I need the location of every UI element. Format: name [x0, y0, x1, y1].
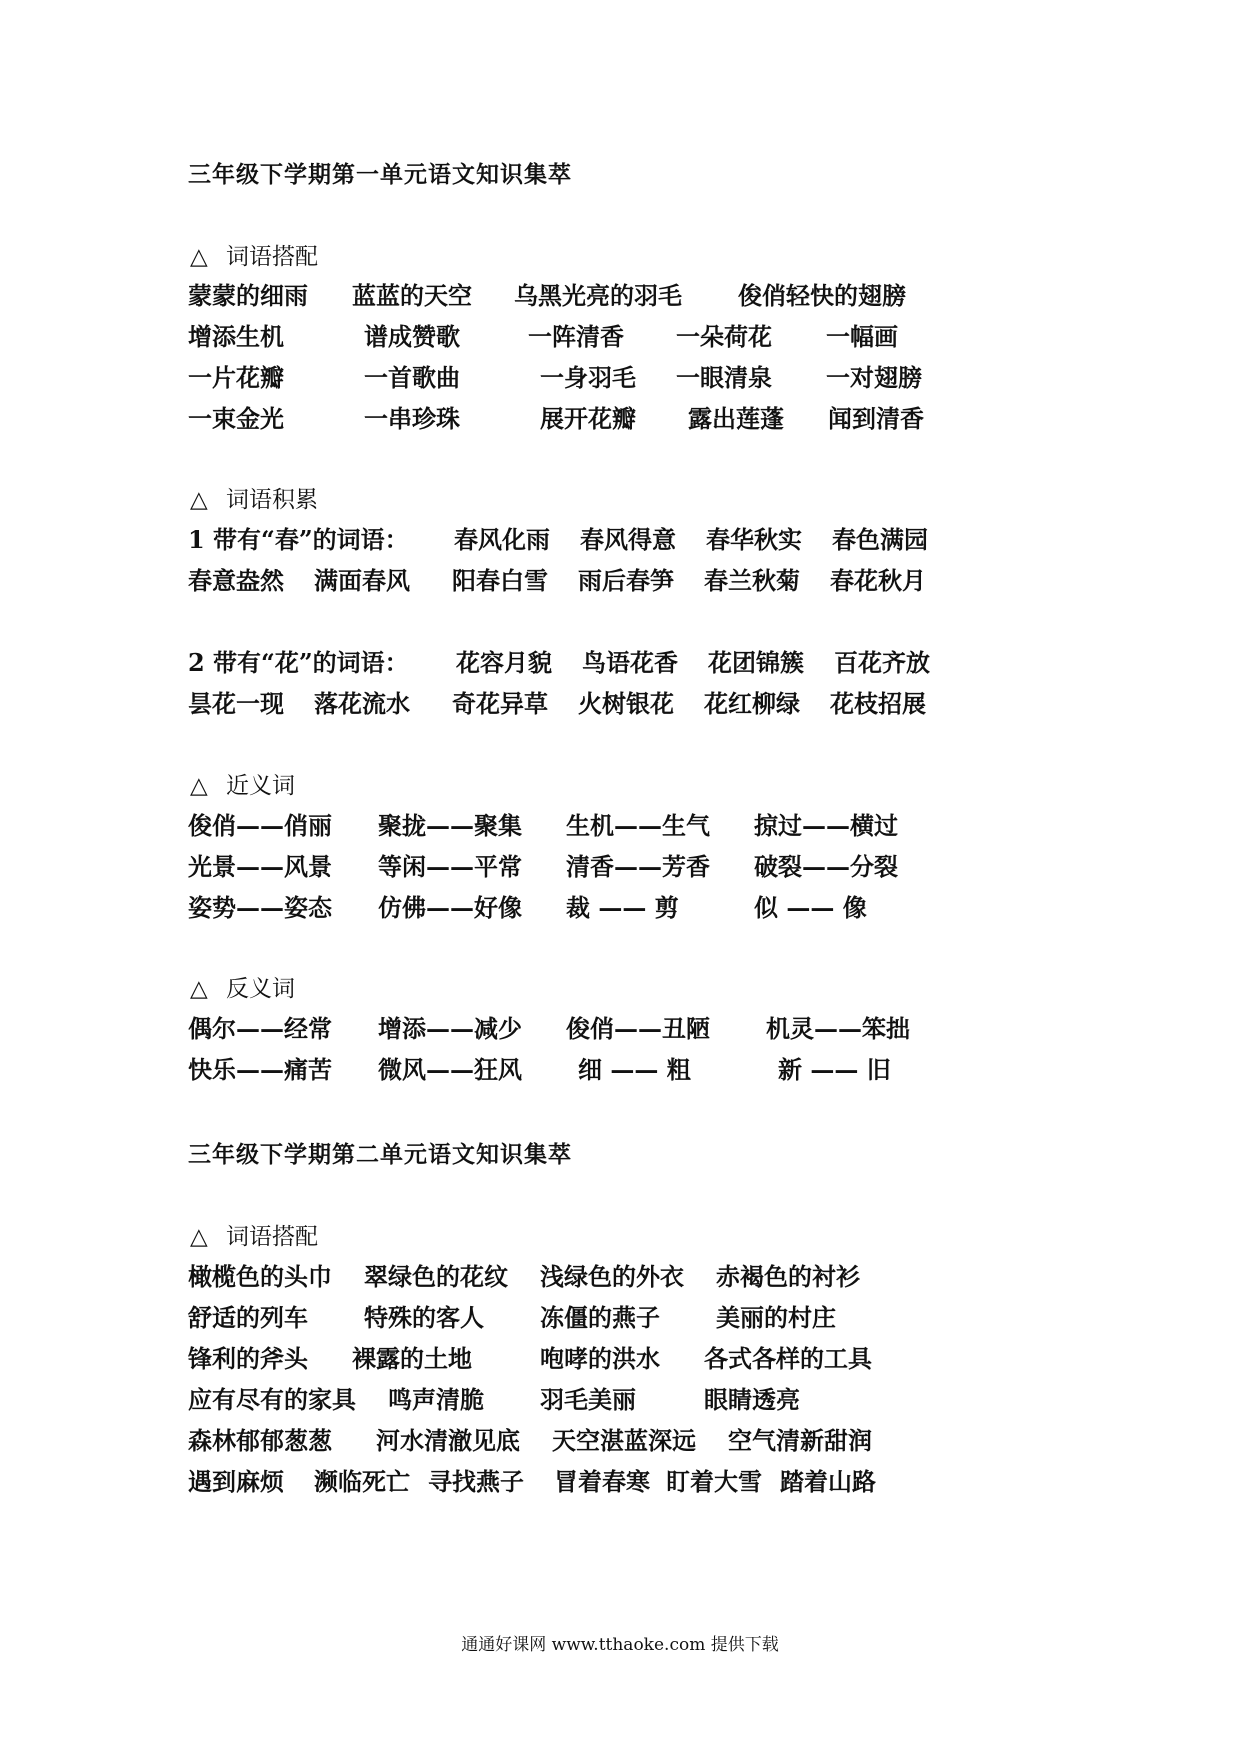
phrase: 一幅画: [826, 322, 898, 351]
phrase: 羽毛美丽: [540, 1385, 636, 1414]
phrase: 一首歌曲: [364, 363, 460, 392]
phrase: 花容月貌: [456, 648, 552, 677]
section2-title: 三年级下学期第二单元语文知识集萃: [188, 1141, 572, 1168]
phrase: 浅绿色的外衣: [540, 1262, 684, 1291]
phrase: 闻到清香: [828, 404, 924, 433]
phrase: 冻僵的燕子: [540, 1303, 660, 1332]
footer-credit: 通通好课网 www.tthaoke.com 提供下载: [461, 1635, 779, 1655]
phrase: 鸟语花香: [582, 648, 678, 677]
word-pair: 仿佛——好像: [378, 893, 522, 922]
phrase: 遇到麻烦: [188, 1467, 284, 1496]
phrase: 露出莲蓬: [688, 404, 784, 433]
phrase: 春华秋实: [706, 525, 802, 554]
phrase: 百花齐放: [834, 648, 930, 677]
phrase: 乌黑光亮的羽毛: [514, 281, 682, 310]
word-pair: 光景——风景: [188, 852, 332, 881]
phrase: 咆哮的洪水: [540, 1344, 660, 1373]
heading-label: 近义词: [226, 773, 295, 799]
flower-words-label: 2 带有“花”的词语：: [188, 648, 409, 677]
section1-antonyms-heading: [190, 970, 295, 1003]
word-pair: 掠过——横过: [754, 811, 898, 840]
phrase: 蒙蒙的细雨: [188, 281, 308, 310]
section1-title: 三年级下学期第一单元语文知识集萃: [188, 161, 572, 188]
phrase: 各式各样的工具: [704, 1344, 872, 1373]
phrase: 翠绿色的花纹: [364, 1262, 508, 1291]
phrase: 火树银花: [578, 689, 674, 718]
phrase: 一朵荷花: [676, 322, 772, 351]
word-pair: 俊俏——俏丽: [188, 811, 332, 840]
phrase: 盯着大雪: [666, 1467, 762, 1496]
phrase: 一片花瓣: [188, 363, 284, 392]
word-pair: 裁 —— 剪: [566, 893, 679, 922]
word-pair: 聚拢——聚集: [378, 811, 522, 840]
phrase: 锋利的斧头: [188, 1344, 308, 1373]
word-pair: 清香——芳香: [566, 852, 710, 881]
section1-collocation-heading: [190, 238, 318, 271]
heading-label: 词语积累: [226, 487, 318, 513]
triangle-icon: △: [190, 773, 208, 799]
phrase: 春色满园: [832, 525, 928, 554]
phrase: 应有尽有的家具: [188, 1385, 356, 1414]
heading-label: 词语搭配: [226, 1224, 318, 1250]
word-pair: 破裂——分裂: [754, 852, 898, 881]
triangle-icon: △: [190, 1224, 208, 1250]
word-pair: 俊俏——丑陋: [566, 1014, 710, 1043]
section1-accumulation-heading: [190, 481, 318, 514]
phrase: 俊俏轻快的翅膀: [738, 281, 906, 310]
section2-collocation-heading: [190, 1218, 318, 1251]
word-pair: 微风——狂风: [378, 1055, 522, 1084]
heading-label: 词语搭配: [226, 244, 318, 270]
phrase: 美丽的村庄: [716, 1303, 836, 1332]
phrase: 寻找燕子: [428, 1467, 524, 1496]
word-pair: 等闲——平常: [378, 852, 522, 881]
phrase: 春花秋月: [830, 566, 926, 595]
word-pair: 快乐——痛苦: [188, 1055, 332, 1084]
spring-words-label: 1 带有“春”的词语：: [188, 525, 409, 554]
phrase: 一串珍珠: [364, 404, 460, 433]
phrase: 展开花瓣: [540, 404, 636, 433]
triangle-icon: △: [190, 976, 208, 1002]
phrase: 落花流水: [314, 689, 410, 718]
phrase: 冒着春寒: [554, 1467, 650, 1496]
phrase: 蓝蓝的天空: [352, 281, 472, 310]
word-pair: 似 —— 像: [754, 893, 867, 922]
triangle-icon: △: [190, 244, 208, 270]
triangle-icon: △: [190, 487, 208, 513]
phrase: 空气清新甜润: [728, 1426, 872, 1455]
phrase: 花红柳绿: [704, 689, 800, 718]
phrase: 阳春白雪: [452, 566, 548, 595]
phrase: 昙花一现: [188, 689, 284, 718]
phrase: 春风化雨: [454, 525, 550, 554]
phrase: 眼睛透亮: [704, 1385, 800, 1414]
heading-label: 反义词: [226, 976, 295, 1002]
phrase: 鸣声清脆: [388, 1385, 484, 1414]
phrase: 一阵清香: [528, 322, 624, 351]
phrase: 谱成赞歌: [364, 322, 460, 351]
phrase: 一身羽毛: [540, 363, 636, 392]
word-pair: 新 —— 旧: [778, 1055, 891, 1084]
phrase: 花团锦簇: [708, 648, 804, 677]
phrase: 森林郁郁葱葱: [188, 1426, 332, 1455]
phrase: 橄榄色的头巾: [188, 1262, 332, 1291]
phrase: 一束金光: [188, 404, 284, 433]
section1-synonyms-heading: [190, 767, 295, 800]
phrase: 河水清澈见底: [376, 1426, 520, 1455]
phrase: 花枝招展: [830, 689, 926, 718]
word-pair: 机灵——笨拙: [766, 1014, 910, 1043]
phrase: 增添生机: [188, 322, 284, 351]
phrase: 一眼清泉: [676, 363, 772, 392]
phrase: 踏着山路: [780, 1467, 876, 1496]
phrase: 赤褐色的衬衫: [716, 1262, 860, 1291]
word-pair: 生机——生气: [566, 811, 710, 840]
phrase: 春风得意: [580, 525, 676, 554]
phrase: 舒适的列车: [188, 1303, 308, 1332]
phrase: 天空湛蓝深远: [552, 1426, 696, 1455]
word-pair: 偶尔——经常: [188, 1014, 332, 1043]
phrase: 一对翅膀: [826, 363, 922, 392]
phrase: 奇花异草: [452, 689, 548, 718]
phrase: 裸露的土地: [352, 1344, 472, 1373]
word-pair: 姿势——姿态: [188, 893, 332, 922]
phrase: 满面春风: [314, 566, 410, 595]
phrase: 春兰秋菊: [704, 566, 800, 595]
word-pair: 细 —— 粗: [578, 1055, 691, 1084]
phrase: 濒临死亡: [314, 1467, 410, 1496]
phrase: 特殊的客人: [364, 1303, 484, 1332]
word-pair: 增添——减少: [378, 1014, 522, 1043]
phrase: 雨后春笋: [578, 566, 674, 595]
phrase: 春意盎然: [188, 566, 284, 595]
